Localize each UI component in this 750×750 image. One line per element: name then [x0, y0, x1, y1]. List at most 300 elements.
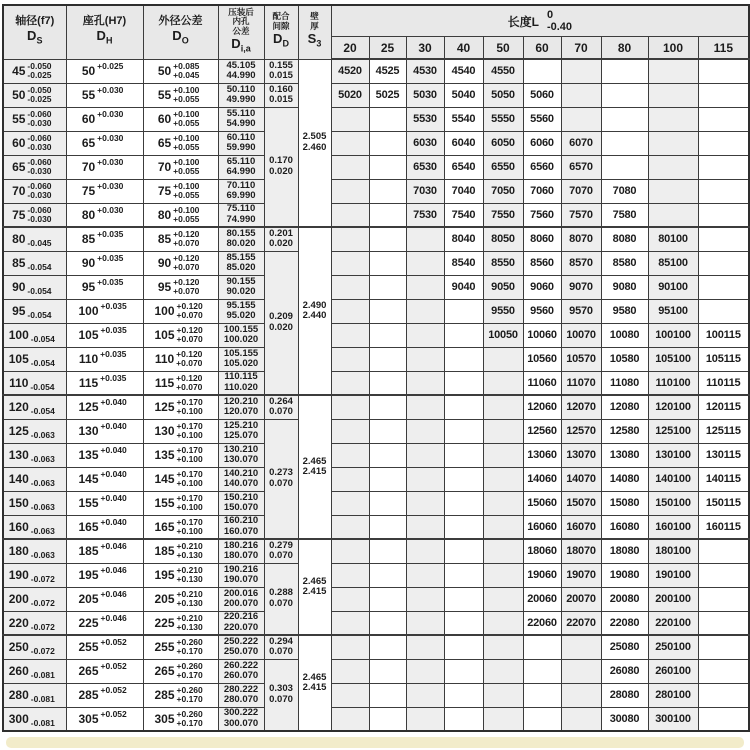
length-cell — [331, 563, 369, 587]
length-cell: 9070 — [561, 275, 601, 299]
outer-dia-cell: 145 +0.170 +0.100 — [143, 467, 218, 491]
pressed-bore-cell: 260.222 260.070 — [218, 659, 264, 683]
length-cell — [406, 515, 444, 539]
length-cell: 19060 — [523, 563, 561, 587]
length-cell: 260100 — [648, 659, 698, 683]
length-cell — [648, 131, 698, 155]
length-cell — [331, 275, 369, 299]
outer-dia-cell: 155 +0.170 +0.100 — [143, 491, 218, 515]
length-cell: 150100 — [648, 491, 698, 515]
length-col-header-30: 30 — [406, 37, 444, 60]
length-cell — [406, 395, 444, 419]
seat-bore-cell: 155 +0.040 — [66, 491, 143, 515]
length-cell — [444, 563, 483, 587]
pressed-bore-cell: 60.110 59.990 — [218, 131, 264, 155]
length-cell — [698, 203, 749, 227]
col-header-outer — [143, 5, 218, 59]
outer-dia-cell: 100 +0.120 +0.070 — [143, 299, 218, 323]
length-cell — [331, 467, 369, 491]
pressed-bore-cell: 55.110 54.990 — [218, 107, 264, 131]
length-cell — [369, 203, 406, 227]
pressed-bore-cell: 200.016 200.070 — [218, 587, 264, 611]
length-cell: 220100 — [648, 611, 698, 635]
length-cell: 6030 — [406, 131, 444, 155]
shaft-dia-cell: 110 -0.054 — [3, 371, 66, 395]
length-cell: 10570 — [561, 347, 601, 371]
length-cell — [369, 515, 406, 539]
shaft-dia-cell: 260 -0.081 — [3, 659, 66, 683]
length-col-header-60: 60 — [523, 37, 561, 60]
outer-dia-cell: 80 +0.100 +0.055 — [143, 203, 218, 227]
outer-dia-cell: 205 +0.210 +0.130 — [143, 587, 218, 611]
length-cell: 250100 — [648, 635, 698, 659]
length-cell: 7060 — [523, 179, 561, 203]
seat-bore-cell: 50 +0.025 — [66, 59, 143, 83]
pressed-bore-cell: 110.115 110.020 — [218, 371, 264, 395]
table-row — [3, 659, 749, 683]
table-row — [3, 155, 749, 179]
shaft-dia-cell: 50 -0.050 -0.025 — [3, 83, 66, 107]
length-cell — [483, 347, 523, 371]
length-cell: 130115 — [698, 443, 749, 467]
pressed-bore-cell: 100.155 100.020 — [218, 323, 264, 347]
length-cell — [523, 707, 561, 731]
length-cell — [406, 275, 444, 299]
shaft-dia-cell: 75 -0.060 -0.030 — [3, 203, 66, 227]
outer-dia-cell: 165 +0.170 +0.100 — [143, 515, 218, 539]
length-cell: 5040 — [444, 83, 483, 107]
length-cell: 13060 — [523, 443, 561, 467]
length-cell — [406, 563, 444, 587]
pressed-bore-cell: 90.155 90.020 — [218, 275, 264, 299]
bottom-strip — [6, 737, 744, 748]
length-cell: 9570 — [561, 299, 601, 323]
length-cell — [698, 107, 749, 131]
length-col-header-115: 115 — [698, 37, 749, 60]
length-cell: 200100 — [648, 587, 698, 611]
outer-dia-cell: 70 +0.100 +0.055 — [143, 155, 218, 179]
length-cell — [369, 275, 406, 299]
table-row — [3, 635, 749, 659]
seat-bore-cell: 105 +0.035 — [66, 323, 143, 347]
length-cell — [698, 83, 749, 107]
outer-dia-cell: 95 +0.120 +0.070 — [143, 275, 218, 299]
length-cell — [698, 659, 749, 683]
length-cell: 9080 — [601, 275, 648, 299]
table-row — [3, 299, 749, 323]
pressed-bore-cell: 95.155 95.020 — [218, 299, 264, 323]
clearance-cell: 0.201 0.020 — [264, 227, 298, 251]
length-cell: 10050 — [483, 323, 523, 347]
seat-symbol: $D_H$ — [96, 28, 113, 47]
wall-symbol: $S_3$ — [307, 31, 322, 50]
length-cell — [444, 467, 483, 491]
length-cell — [406, 659, 444, 683]
length-cell: 4525 — [369, 59, 406, 83]
length-cell — [698, 707, 749, 731]
seat-title: 座孔(H7) — [82, 15, 127, 28]
length-cell: 105115 — [698, 347, 749, 371]
length-cell — [369, 323, 406, 347]
outer-symbol: $D_O$ — [172, 28, 189, 47]
length-cell — [369, 251, 406, 275]
length-cell: 120100 — [648, 395, 698, 419]
length-cell: 14080 — [601, 467, 648, 491]
seat-bore-cell: 225 +0.046 — [66, 611, 143, 635]
length-cell — [698, 299, 749, 323]
length-cell: 22080 — [601, 611, 648, 635]
length-cell — [601, 83, 648, 107]
table-row — [3, 323, 749, 347]
length-cell: 6530 — [406, 155, 444, 179]
bearing-dimension-table — [2, 4, 750, 732]
pressed-bore-cell: 180.216 180.070 — [218, 539, 264, 563]
length-cell: 22070 — [561, 611, 601, 635]
clearance-cell: 0.264 0.070 — [264, 395, 298, 419]
shaft-dia-cell: 45 -0.050 -0.025 — [3, 59, 66, 83]
length-cell: 4530 — [406, 59, 444, 83]
length-cell: 12060 — [523, 395, 561, 419]
length-cell: 18080 — [601, 539, 648, 563]
length-cell — [331, 707, 369, 731]
length-cell: 5560 — [523, 107, 561, 131]
length-cell — [483, 683, 523, 707]
wall-thickness-cell: 2.465 2.415 — [298, 539, 331, 635]
length-cell: 5540 — [444, 107, 483, 131]
length-cell — [369, 179, 406, 203]
length-cell: 110115 — [698, 371, 749, 395]
length-cell: 19080 — [601, 563, 648, 587]
length-cell: 6550 — [483, 155, 523, 179]
seat-bore-cell: 125 +0.040 — [66, 395, 143, 419]
shaft-dia-cell: 85 -0.054 — [3, 251, 66, 275]
length-cell: 22060 — [523, 611, 561, 635]
col-header-clearance: 配合 间隙 $D_D$ — [264, 5, 298, 59]
length-cell — [698, 563, 749, 587]
length-cell — [444, 587, 483, 611]
length-cell — [331, 131, 369, 155]
length-cell: 13070 — [561, 443, 601, 467]
length-cell: 130100 — [648, 443, 698, 467]
length-cell: 25080 — [601, 635, 648, 659]
length-cell: 10580 — [601, 347, 648, 371]
table-row — [3, 227, 749, 251]
shaft-dia-cell: 150 -0.063 — [3, 491, 66, 515]
length-cell — [483, 659, 523, 683]
length-cell — [406, 347, 444, 371]
length-cell: 14070 — [561, 467, 601, 491]
length-cell — [406, 683, 444, 707]
length-cell — [483, 419, 523, 443]
length-cell: 14060 — [523, 467, 561, 491]
length-cell: 5020 — [331, 83, 369, 107]
pressed-bore-cell: 80.155 80.020 — [218, 227, 264, 251]
outer-dia-cell: 135 +0.170 +0.100 — [143, 443, 218, 467]
length-cell — [444, 419, 483, 443]
length-cell — [406, 635, 444, 659]
length-cell — [561, 683, 601, 707]
length-cell: 190100 — [648, 563, 698, 587]
seat-bore-cell: 135 +0.040 — [66, 443, 143, 467]
length-cell — [483, 395, 523, 419]
shaft-dia-cell: 160 -0.063 — [3, 515, 66, 539]
length-cell: 10560 — [523, 347, 561, 371]
pressed-bore-cell: 45.105 44.990 — [218, 59, 264, 83]
pressed-bore-cell: 85.155 85.020 — [218, 251, 264, 275]
col-header-bore: 压装后 内孔 公差 $D_{i,a}$ — [218, 5, 264, 59]
table-row — [3, 563, 749, 587]
table-row — [3, 275, 749, 299]
outer-dia-cell: 225 +0.210 +0.130 — [143, 611, 218, 635]
length-cell — [601, 131, 648, 155]
length-cell — [369, 659, 406, 683]
length-cell — [561, 635, 601, 659]
length-cell — [698, 59, 749, 83]
pressed-bore-cell: 50.110 49.990 — [218, 83, 264, 107]
length-cell: 5550 — [483, 107, 523, 131]
length-cell: 7550 — [483, 203, 523, 227]
length-cell — [483, 707, 523, 731]
length-cell: 7080 — [601, 179, 648, 203]
length-cell — [561, 107, 601, 131]
length-cell — [331, 611, 369, 635]
length-cell — [698, 539, 749, 563]
clearance-cell: 0.303 0.070 — [264, 659, 298, 731]
length-cell: 12560 — [523, 419, 561, 443]
length-cell — [406, 587, 444, 611]
length-cell — [444, 395, 483, 419]
length-cell — [331, 491, 369, 515]
length-cell — [406, 611, 444, 635]
length-cell — [369, 155, 406, 179]
length-cell: 11070 — [561, 371, 601, 395]
length-cell: 6050 — [483, 131, 523, 155]
length-cell — [406, 491, 444, 515]
length-cell — [698, 587, 749, 611]
length-cell — [523, 659, 561, 683]
shaft-dia-cell: 80 -0.045 — [3, 227, 66, 251]
outer-dia-cell: 110 +0.120 +0.070 — [143, 347, 218, 371]
length-cell — [648, 155, 698, 179]
pressed-bore-cell: 105.155 105.020 — [218, 347, 264, 371]
length-cell — [331, 251, 369, 275]
length-cell: 15060 — [523, 491, 561, 515]
outer-dia-cell: 255 +0.260 +0.170 — [143, 635, 218, 659]
pressed-bore-cell: 220.216 220.070 — [218, 611, 264, 635]
clearance-cell: 0.294 0.070 — [264, 635, 298, 659]
clearance-cell: 0.288 0.070 — [264, 563, 298, 635]
length-cell: 7560 — [523, 203, 561, 227]
shaft-dia-cell: 180 -0.063 — [3, 539, 66, 563]
length-cell — [369, 395, 406, 419]
shaft-dia-cell: 90 -0.054 — [3, 275, 66, 299]
length-cell — [561, 707, 601, 731]
length-cell: 16060 — [523, 515, 561, 539]
outer-dia-cell: 65 +0.100 +0.055 — [143, 131, 218, 155]
length-cell — [444, 299, 483, 323]
length-cell: 30080 — [601, 707, 648, 731]
shaft-symbol: $D_S$ — [27, 28, 43, 47]
outer-dia-cell: 90 +0.120 +0.070 — [143, 251, 218, 275]
length-cell: 7530 — [406, 203, 444, 227]
seat-bore-cell: 85 +0.035 — [66, 227, 143, 251]
length-cell: 180100 — [648, 539, 698, 563]
length-cell — [331, 323, 369, 347]
length-cell: 6540 — [444, 155, 483, 179]
length-col-header-25: 25 — [369, 37, 406, 60]
seat-bore-cell: 145 +0.040 — [66, 467, 143, 491]
outer-dia-cell: 55 +0.100 +0.055 — [143, 83, 218, 107]
wall-thickness-cell: 2.465 2.415 — [298, 635, 331, 731]
length-cell: 160100 — [648, 515, 698, 539]
length-cell — [369, 683, 406, 707]
length-cell — [648, 59, 698, 83]
table-row — [3, 347, 749, 371]
length-cell — [648, 203, 698, 227]
outer-dia-cell: 75 +0.100 +0.055 — [143, 179, 218, 203]
seat-bore-cell: 115 +0.035 — [66, 371, 143, 395]
length-cell — [483, 371, 523, 395]
length-cell: 20060 — [523, 587, 561, 611]
length-cell — [331, 203, 369, 227]
length-cell: 9560 — [523, 299, 561, 323]
length-cell: 7040 — [444, 179, 483, 203]
length-cell: 18060 — [523, 539, 561, 563]
length-cell: 105100 — [648, 347, 698, 371]
length-cell — [698, 683, 749, 707]
table-row — [3, 443, 749, 467]
outer-dia-cell: 60 +0.100 +0.055 — [143, 107, 218, 131]
length-cell: 8050 — [483, 227, 523, 251]
length-cell — [444, 683, 483, 707]
length-cell: 8070 — [561, 227, 601, 251]
length-cell: 16080 — [601, 515, 648, 539]
outer-dia-cell: 285 +0.260 +0.170 — [143, 683, 218, 707]
length-cell — [369, 491, 406, 515]
table-row — [3, 83, 749, 107]
length-cell — [444, 347, 483, 371]
shaft-dia-cell: 125 -0.063 — [3, 419, 66, 443]
seat-bore-cell: 255 +0.052 — [66, 635, 143, 659]
length-cell: 7030 — [406, 179, 444, 203]
length-cell: 6560 — [523, 155, 561, 179]
shaft-title: 轴径(f7) — [15, 15, 55, 28]
clearance-cell: 0.155 0.015 — [264, 59, 298, 83]
length-cell — [331, 371, 369, 395]
shaft-dia-cell: 140 -0.063 — [3, 467, 66, 491]
length-cell: 20080 — [601, 587, 648, 611]
length-cell — [698, 611, 749, 635]
table-row — [3, 179, 749, 203]
length-col-header-70: 70 — [561, 37, 601, 60]
length-cell: 7570 — [561, 203, 601, 227]
length-cell — [523, 59, 561, 83]
wall-thickness-cell: 2.465 2.415 — [298, 395, 331, 539]
length-cell — [331, 299, 369, 323]
outer-title: 外径公差 — [158, 15, 203, 28]
outer-dia-cell: 105 +0.120 +0.070 — [143, 323, 218, 347]
table-row — [3, 251, 749, 275]
outer-dia-cell: 195 +0.210 +0.130 — [143, 563, 218, 587]
length-cell — [331, 443, 369, 467]
length-cell — [369, 107, 406, 131]
length-cell: 26080 — [601, 659, 648, 683]
pressed-bore-cell: 120.210 120.070 — [218, 395, 264, 419]
length-cell — [406, 419, 444, 443]
length-cell — [483, 443, 523, 467]
length-cell — [369, 419, 406, 443]
bore-symbol: $D_{i,a}$ — [231, 36, 251, 54]
clearance-cell: 0.279 0.070 — [264, 539, 298, 563]
table-row — [3, 131, 749, 155]
length-cell — [331, 227, 369, 251]
wall-thickness-cell: 2.490 2.440 — [298, 227, 331, 395]
length-cell: 8570 — [561, 251, 601, 275]
length-cell: 6570 — [561, 155, 601, 179]
length-cell — [369, 707, 406, 731]
length-cell — [698, 131, 749, 155]
length-tolerance: 0 -0.40 — [546, 9, 573, 33]
table-row — [3, 395, 749, 419]
clearance-symbol: $D_D$ — [273, 31, 289, 50]
length-cell: 8040 — [444, 227, 483, 251]
seat-bore-cell: 65 +0.030 — [66, 131, 143, 155]
length-cell: 150115 — [698, 491, 749, 515]
length-cell: 12080 — [601, 395, 648, 419]
length-cell — [444, 515, 483, 539]
length-cell — [483, 611, 523, 635]
shaft-dia-cell: 200 -0.072 — [3, 587, 66, 611]
length-cell — [331, 635, 369, 659]
length-cell — [406, 467, 444, 491]
length-cell — [331, 419, 369, 443]
shaft-dia-cell: 250 -0.072 — [3, 635, 66, 659]
length-cell — [483, 563, 523, 587]
length-cell — [331, 683, 369, 707]
length-cell — [444, 611, 483, 635]
pressed-bore-cell: 150.210 150.070 — [218, 491, 264, 515]
length-cell — [331, 539, 369, 563]
length-cell — [601, 107, 648, 131]
length-cell — [369, 587, 406, 611]
length-cell: 5060 — [523, 83, 561, 107]
length-cell: 8060 — [523, 227, 561, 251]
col-header-shaft — [3, 5, 66, 59]
shaft-dia-cell: 60 -0.060 -0.030 — [3, 131, 66, 155]
shaft-dia-cell: 65 -0.060 -0.030 — [3, 155, 66, 179]
length-cell — [369, 539, 406, 563]
length-cell — [406, 251, 444, 275]
length-cell — [331, 587, 369, 611]
length-cell — [648, 179, 698, 203]
length-cell — [444, 323, 483, 347]
shaft-dia-cell: 280 -0.081 — [3, 683, 66, 707]
length-cell: 4520 — [331, 59, 369, 83]
length-col-header-80: 80 — [601, 37, 648, 60]
length-cell — [601, 59, 648, 83]
table-row — [3, 203, 749, 227]
length-cell: 95100 — [648, 299, 698, 323]
length-cell: 9580 — [601, 299, 648, 323]
pressed-bore-cell: 250.222 250.070 — [218, 635, 264, 659]
length-cell — [331, 395, 369, 419]
length-cell — [444, 659, 483, 683]
table-row — [3, 515, 749, 539]
seat-bore-cell: 185 +0.046 — [66, 539, 143, 563]
table-row — [3, 707, 749, 731]
length-cell: 90100 — [648, 275, 698, 299]
length-cell: 10060 — [523, 323, 561, 347]
